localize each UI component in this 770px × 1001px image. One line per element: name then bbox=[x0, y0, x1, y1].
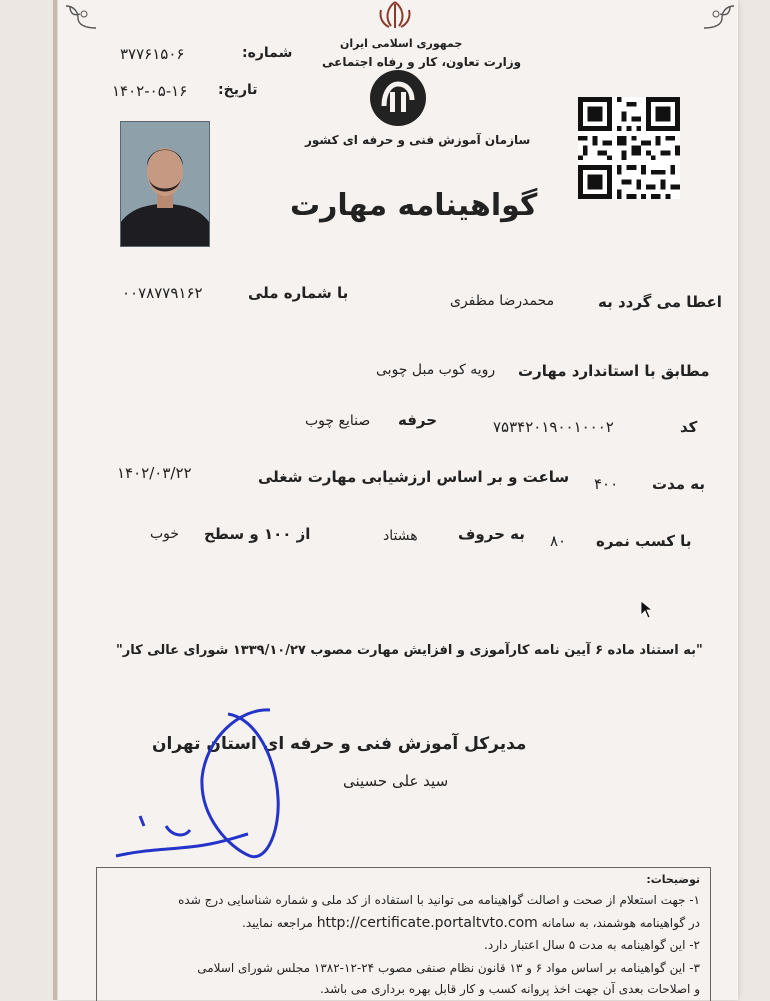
note-line-1: ۱- جهت استعلام از صحت و اصالت گواهینامه می توانید با استفاده از کد ملی و شماره شناسایی درج شده bbox=[178, 893, 700, 907]
certificate-title: گواهینامه مهارت bbox=[290, 188, 538, 223]
qr-code bbox=[578, 97, 680, 199]
score-label: با کسب نمره bbox=[596, 532, 692, 550]
organization-text: سازمان آموزش فنی و حرفه ای کشور bbox=[305, 133, 531, 147]
signature bbox=[110, 708, 310, 878]
note-line-2-before: در گواهینامه هوشمند، به سامانه bbox=[541, 916, 700, 930]
note-line-2 bbox=[242, 915, 700, 931]
republic-text: جمهوری اسلامی ایران bbox=[340, 37, 463, 50]
in-words-value: هشتاد bbox=[383, 528, 418, 544]
national-id-value: ۰۰۷۸۷۷۹۱۶۲ bbox=[122, 284, 203, 302]
national-emblem-icon bbox=[373, 0, 417, 30]
certificate-url-link[interactable]: http://certificate.portaltvto.com bbox=[316, 915, 538, 931]
hours-text: ساعت و بر اساس ارزشیابی مهارت شغلی bbox=[258, 468, 570, 486]
national-id-label: با شماره ملی bbox=[248, 284, 349, 302]
recipient-photo bbox=[120, 121, 210, 247]
tvto-logo-icon bbox=[366, 66, 430, 130]
note-line-5: و اصلاحات بعدی آن جهت اخذ پروانه کسب و کار قابل بهره برداری می باشد. bbox=[319, 982, 700, 996]
signatory-name: سید علی حسینی bbox=[343, 772, 449, 790]
ministry-text: وزارت تعاون، کار و رفاه اجتماعی bbox=[322, 55, 522, 69]
date-value: ۱۴۰۲-۰۵-۱۶ bbox=[112, 82, 188, 100]
recipient-name: محمدرضا مظفری bbox=[450, 293, 555, 309]
in-words-label: به حروف bbox=[458, 525, 525, 543]
notes-box bbox=[96, 867, 711, 1001]
out-of-text: از ۱۰۰ و سطح bbox=[204, 525, 311, 543]
note-line-2-after: مراجعه نمایید. bbox=[242, 916, 313, 930]
score-value: ۸۰ bbox=[550, 532, 567, 550]
note-line-4: ۳- این گواهینامه بر اساس مواد ۶ و ۱۳ قانون نظام صنفی مصوب ۲۴-۱۲-۱۳۸۲ مجلس شورای اسلامی bbox=[197, 961, 700, 975]
number-value: ۳۷۷۶۱۵۰۶ bbox=[120, 45, 185, 63]
mouse-cursor-icon bbox=[640, 600, 654, 620]
number-label: شماره: bbox=[242, 45, 293, 61]
duration-value: ۴۰۰ bbox=[594, 475, 619, 493]
notes-heading: توضیحات: bbox=[646, 873, 700, 886]
trade-label: حرفه bbox=[398, 411, 438, 429]
evaluation-date: ۱۴۰۲/۰۳/۲۲ bbox=[117, 464, 192, 482]
code-value: ۷۵۳۴۲۰۱۹۰۰۱۰۰۰۲ bbox=[493, 418, 614, 436]
corner-ornament-left bbox=[64, 4, 98, 30]
date-label: تاریخ: bbox=[218, 82, 258, 98]
standard-label: مطابق با استاندارد مهارت bbox=[518, 362, 710, 380]
legal-basis: "به استناد ماده ۶ آیین نامه کارآموزی و افزایش مهارت مصوب ۱۳۳۹/۱۰/۲۷ شورای عالی کار" bbox=[116, 643, 703, 658]
level-value: خوب bbox=[150, 526, 180, 542]
awarded-label: اعطا می گردد به bbox=[598, 293, 722, 311]
note-line-3: ۲- این گواهینامه به مدت ۵ سال اعتبار دارد. bbox=[484, 938, 700, 952]
duration-label: به مدت bbox=[652, 475, 705, 493]
code-label: کد bbox=[680, 418, 698, 436]
corner-ornament-right bbox=[702, 4, 736, 30]
trade-value: صنایع چوب bbox=[305, 413, 371, 429]
standard-value: رویه کوب مبل چوبی bbox=[376, 362, 496, 378]
signatory-title: مدیرکل آموزش فنی و حرفه ای استان تهران bbox=[152, 734, 527, 754]
